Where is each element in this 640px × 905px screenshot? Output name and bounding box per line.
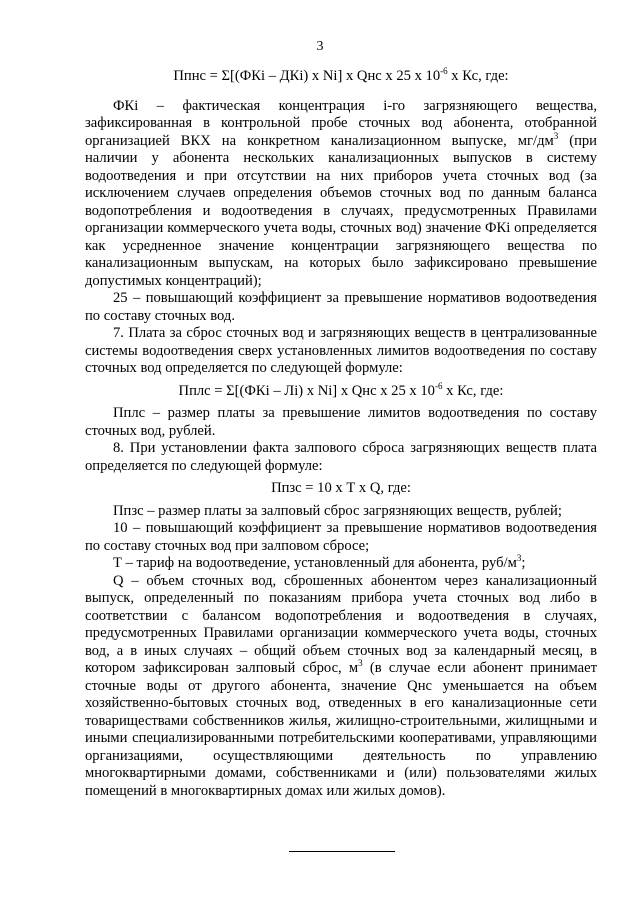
formula-pnns-main: Ппнс = Σ[(ФКi – ДКi) x Ni] x Qнс x 25 x 10 bbox=[173, 68, 441, 84]
formula-ppls bbox=[85, 380, 597, 401]
formula-pnns-tail: x Кс, где: bbox=[447, 68, 509, 84]
definition-fki-unit-exponent: 3 bbox=[553, 130, 559, 141]
formula-pnns bbox=[85, 68, 597, 86]
formula-ppzs: Ппзс = 10 x Т x Q, где: bbox=[271, 480, 411, 496]
paragraph-item-7: 7. Плата за сброс сточных вод и загрязняющих веществ в централизованные системы водоотведения сверх установленных лимитов водоотведения по составу сточных вод определяется по следующей формуле: bbox=[85, 325, 597, 376]
definition-tariff bbox=[85, 555, 597, 573]
document-body bbox=[85, 68, 597, 800]
definition-fki-text-continued: (при наличии у абонента нескольких канализационных выпусков в систему водоотведения и при отсутствии на них приборов учета сточных вод (за исключением случаев определения объемов сточных вод по данным баланса водопотребления и водоотведения в случаях, предусмотренных Правилами организации коммерческого учета воды, сточных вод) значение ФКi определяется как усредненное значение концентрации загрязняющего вещества по канализационным выпускам, на которых было зафиксировано превышение допустимых концентраций); bbox=[85, 132, 597, 289]
paragraph-item-8: 8. При установлении факта залпового сброса загрязняющих веществ плата определяется по следующей формуле: bbox=[85, 440, 597, 474]
definition-q-unit-exponent: 3 bbox=[358, 658, 363, 669]
formula-ppls-tail: x Кс, где: bbox=[442, 382, 504, 399]
formula-pnns-exponent: -6 bbox=[440, 66, 448, 77]
definition-fki bbox=[85, 98, 597, 291]
definition-ppls: Пплс – размер платы за превышение лимитов водоотведения по составу сточных вод, рублей. bbox=[85, 405, 597, 439]
definition-tariff-unit-exponent: 3 bbox=[516, 553, 522, 564]
definition-coefficient-25: 25 – повышающий коэффициент за превышение нормативов водоотведения по составу сточных вод. bbox=[85, 290, 597, 324]
page-number: 3 bbox=[316, 39, 324, 54]
definition-fki-text: ФКi – фактическая концентрация i-го загрязняющего вещества, зафиксированная в контрольной пробе сточных вод абонента, отобранной организацией ВКХ на конкретном канализационном выпуске, мг/дм bbox=[85, 97, 597, 149]
definition-tariff-tail: ; bbox=[521, 555, 526, 571]
formula-ppls-main: Пплс = Σ[(ФКi – Лi) x Ni] x Qнс x 25 x 10 bbox=[178, 382, 435, 399]
definition-coefficient-10: 10 – повышающий коэффициент за превышение нормативов водоотведения по составу сточных вод при залповом сбросе; bbox=[85, 520, 597, 554]
formula-ppls-exponent: -6 bbox=[434, 380, 443, 391]
definition-q-text: Q – объем сточных вод, сброшенных абонентом через канализационный выпуск, определенный по показаниям прибора учета сточных вод либо в соответствии с балансом водопотребления и водоотведения в случаях, предусмотренных Правилами организации коммерческого учета воды, сточных вод, а в иных случаях – общий объем сточных вод за календарный месяц, в котором зафиксирован залповый сброс, м bbox=[85, 572, 597, 676]
definition-q-text-continued: (в случае если абонент принимает сточные воды от другого абонента, значение Qнс уменьшается на объем хозяйственно-бытовых сточных вод, отведенных в его канализационные сети товариществами собственников жилья, жилищно-строительными, жилищными и иными специализированными потребительскими кооперативами, управляющими организациями, осуществляющими деятельность по управлению многоквартирными домами, собственниками и (или) пользователями жилых помещений в многоквартирных домах или жилых домов). bbox=[85, 660, 597, 799]
definition-tariff-text: Т – тариф на водоотведение, установленный для абонента, руб/м bbox=[113, 555, 517, 571]
footer-separator-line bbox=[289, 851, 395, 852]
definition-ppzs: Ппзс – размер платы за залповый сброс загрязняющих веществ, рублей; bbox=[113, 502, 562, 519]
definition-q bbox=[85, 573, 597, 801]
